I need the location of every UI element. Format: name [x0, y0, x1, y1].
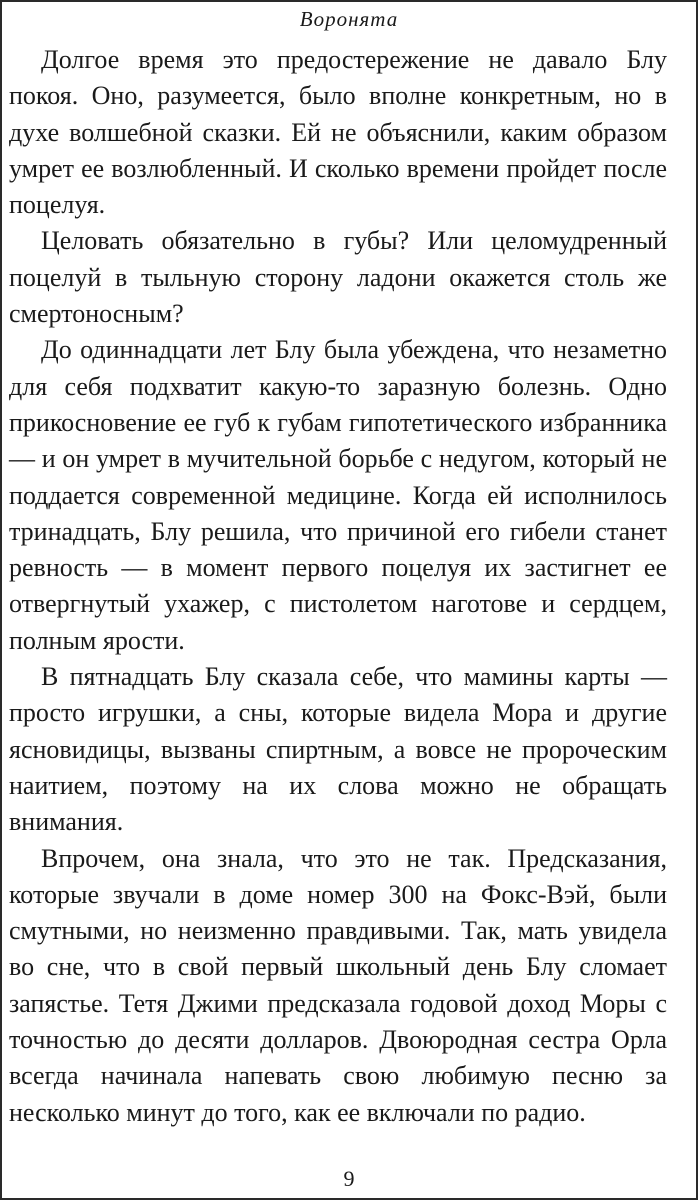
paragraph: Целовать обязательно в губы? Или целомудренный поцелуй в тыльную сторону ладони окажется столь же смертоносным?	[9, 226, 667, 329]
paragraph: Впрочем, она знала, что это не так. Предсказания, которые звучали в доме номер 300 на Фокс-Вэй, были смутными, но неизменно правдивыми. Так, мать увидела во сне, что в свой первый школьный день Блу сломает запястье. Тетя Джими предсказала годовой доход Моры с точностью до десяти долларов. Двоюродная сестра Орла всегда начинала напевать свою любимую песню за несколько минут до того, как ее включали по радио.	[9, 843, 667, 1127]
running-head: Воронята	[299, 7, 399, 31]
paragraph: Долгое время это предостережение не давало Блу покоя. Оно, разумеется, было вполне конкретным, но в духе волшебной сказки. Ей не объяснили, каким образом умрет ее возлюбленный. И сколько времени пройдет после поцелуя.	[9, 45, 667, 220]
paragraph: До одиннадцати лет Блу была убеждена, что незаметно для себя подхватит какую-то заразную болезнь. Одно прикосновение ее губ к губам гипотетического избранника — и он умрет в мучительной борьбе с недугом, который не поддается современной медицине. Когда ей исполнилось тринадцать, Блу решила, что причиной его гибели станет ревность — в момент первого поцелуя их застигнет ее отвергнутый ухажер, с пистолетом наготове и сердцем, полным ярости.	[9, 335, 667, 655]
paragraph: В пятнадцать Блу сказала себе, что мамины карты — просто игрушки, а сны, которые видела Мора и другие ясновидицы, вызваны спиртным, а вовсе не пророческим наитием, поэтому на их слова можно не обращать внимания.	[9, 662, 667, 837]
body-text	[9, 42, 667, 1131]
page-number: 9	[343, 1166, 355, 1191]
